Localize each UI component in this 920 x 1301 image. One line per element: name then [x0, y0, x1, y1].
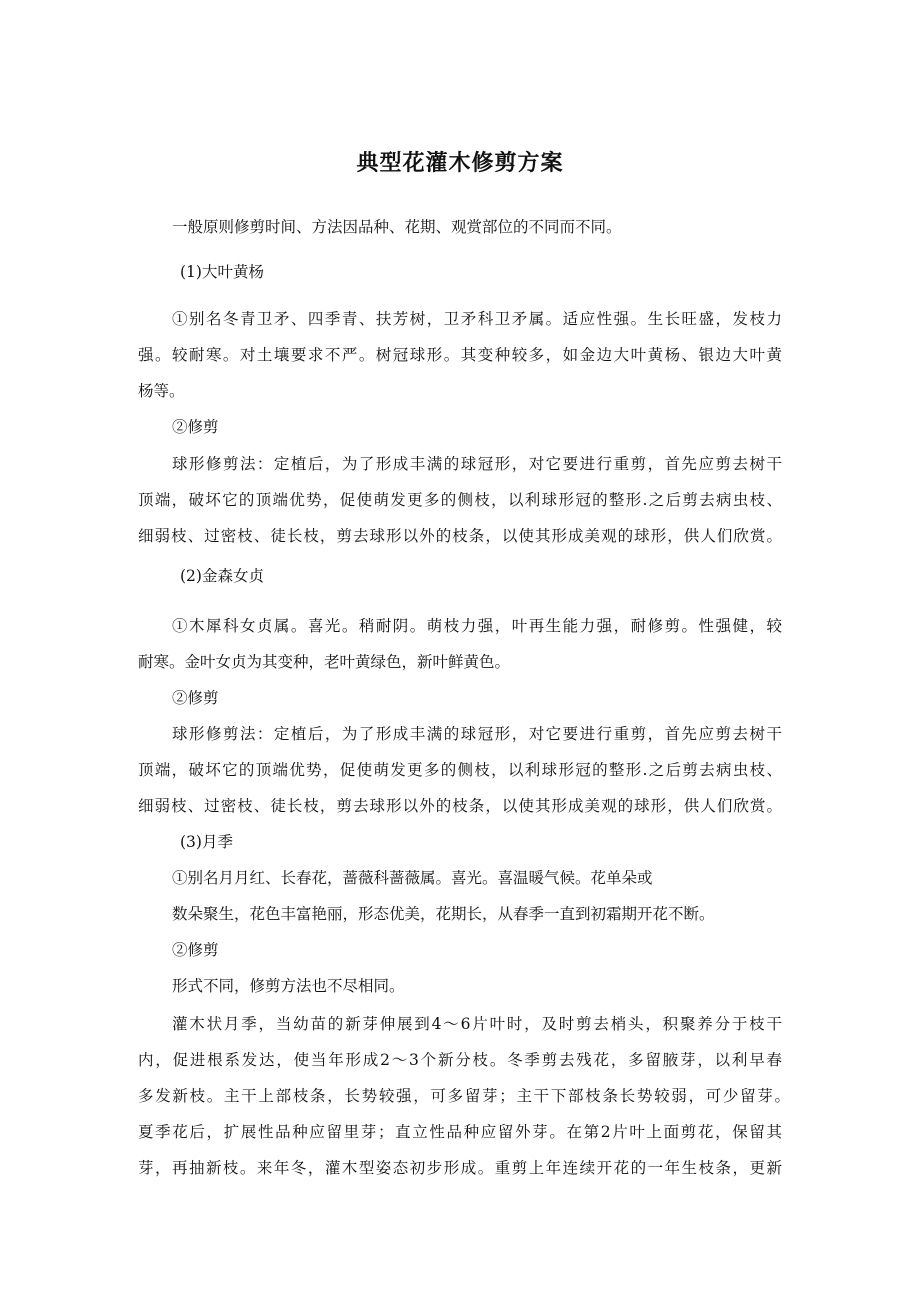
subheading-prune: ②修剪: [172, 418, 219, 436]
section-heading-1: (1)大叶黄杨: [180, 263, 264, 281]
paragraph-line: 夏季花后，扩展性品种应留里芽；直立性品种应留外芽。在第2片叶上面剪花，保留其: [138, 1123, 782, 1141]
paragraph-line: ①木犀科女贞属。喜光。稍耐阴。萌枝力强，叶再生能力强，耐修剪。性强健，较: [172, 617, 782, 635]
subheading-prune: ②修剪: [172, 689, 219, 707]
paragraph-line: 灌木状月季，当幼苗的新芽伸展到4～6片叶时，及时剪去梢头，积聚养分于枝干: [172, 1015, 782, 1033]
paragraph-line: ①别名月月红、长春花，蔷薇科蔷薇属。喜光。喜温暖气候。花单朵或: [172, 869, 653, 887]
paragraph-line: ①别名冬青卫矛、四季青、扶芳树，卫矛科卫矛属。适应性强。生长旺盛，发枝力: [172, 310, 782, 328]
section-heading-3: (3)月季: [180, 833, 233, 851]
page-title: 典型花灌木修剪方案: [356, 151, 564, 176]
paragraph-line: 形式不同，修剪方法也不尽相同。: [172, 977, 405, 995]
paragraph-line: 芽，再抽新枝。来年冬，灌木型姿态初步形成。重剪上年连续开花的一年生枝条，更新: [138, 1159, 782, 1177]
paragraph-line: 顶端，破坏它的顶端优势，促使萌发更多的侧枝，以利球形冠的整形.之后剪去病虫枝、: [138, 491, 782, 509]
paragraph-line: 细弱枝、过密枝、徒长枝，剪去球形以外的枝条，以使其形成美观的球形，供人们欣赏。: [138, 797, 782, 815]
paragraph-line: 内，促进根系发达，使当年形成2～3个新分枝。冬季剪去残花，多留腋芽，以利早春: [138, 1051, 782, 1069]
paragraph-line: 球形修剪法：定植后，为了形成丰满的球冠形，对它要进行重剪，首先应剪去树干: [172, 725, 782, 743]
paragraph-line: 顶端，破坏它的顶端优势，促使萌发更多的侧枝，以利球形冠的整形.之后剪去病虫枝、: [138, 761, 782, 779]
paragraph-line: 细弱枝、过密枝、徒长枝，剪去球形以外的枝条，以使其形成美观的球形，供人们欣赏。: [138, 527, 782, 545]
paragraph-line: 强。较耐寒。对土壤要求不严。树冠球形。其变种较多，如金边大叶黄杨、银边大叶黄: [138, 346, 782, 364]
paragraph-line: 耐寒。金叶女贞为其变种，老叶黄绿色，新叶鲜黄色。: [138, 653, 511, 671]
paragraph-line: 数朵聚生，花色丰富艳丽，形态优美，花期长，从春季一直到初霜期开花不断。: [172, 905, 715, 923]
paragraph-line: 球形修剪法：定植后，为了形成丰满的球冠形，对它要进行重剪，首先应剪去树干: [172, 455, 782, 473]
paragraph-line: 杨等。: [138, 382, 185, 400]
subheading-prune: ②修剪: [172, 941, 219, 959]
paragraph-line: 多发新枝。主干上部枝条，长势较强，可多留芽；主干下部枝条长势较弱，可少留芽。: [138, 1087, 790, 1105]
section-heading-2: (2)金森女贞: [180, 567, 264, 585]
paragraph-line-intro: 一般原则修剪时间、方法因品种、花期、观赏部位的不同而不同。: [172, 218, 622, 236]
